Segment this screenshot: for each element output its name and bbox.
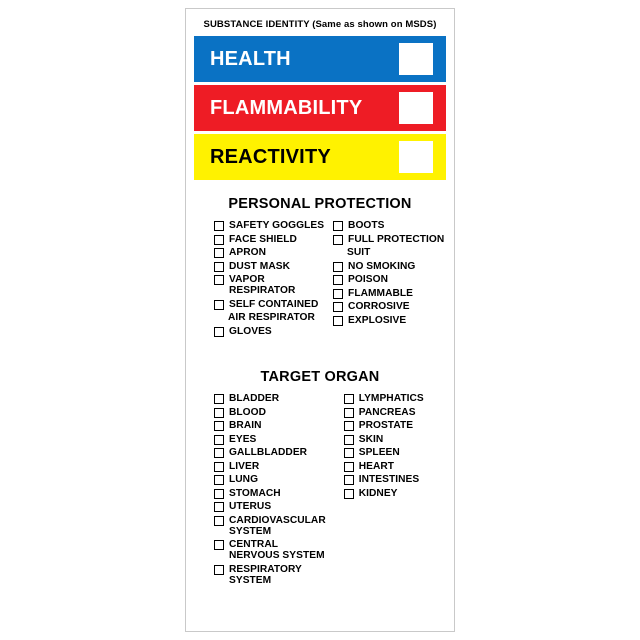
list-item-label: EYES [229,433,257,445]
checkbox-icon[interactable] [214,565,224,575]
substance-identity-header: SUBSTANCE IDENTITY (Same as shown on MSDS) [203,19,437,30]
checkbox-icon[interactable] [214,408,224,418]
list-item-label: CENTRAL NERVOUS SYSTEM [229,539,325,561]
personal-protection-right-column [325,220,454,339]
list-item-label: LYMPHATICS [358,393,424,404]
checkbox-icon[interactable] [344,394,354,404]
checkbox-icon[interactable] [214,394,224,404]
hazard-bar-reactivity [194,134,446,180]
list-item-label: LUNG [229,474,259,485]
list-item[interactable] [214,234,325,245]
list-item[interactable] [344,434,454,445]
checkbox-icon[interactable] [214,248,224,258]
hazard-bar-flammability [194,85,446,131]
list-item[interactable] [344,474,454,485]
list-item-label: INTESTINES [358,474,420,485]
checkbox-icon[interactable] [344,435,354,445]
list-item[interactable] [333,274,454,285]
list-item[interactable] [333,315,454,326]
hazard-bar-flammability-label: FLAMMABILITY [210,96,363,119]
checkbox-icon[interactable] [214,300,224,310]
list-item[interactable] [333,234,454,245]
checkbox-icon[interactable] [344,421,354,431]
list-item-label: SELF CONTAINED [229,298,319,310]
list-item-label: BLADDER [229,393,280,404]
list-item[interactable] [214,247,325,258]
list-item[interactable] [333,261,454,272]
hazard-label-card [185,8,455,632]
checkbox-icon[interactable] [344,475,354,485]
list-item[interactable] [214,564,326,586]
list-item[interactable] [214,474,326,485]
list-item-label: BOOTS [348,220,385,231]
target-organ-left-column [186,393,326,588]
list-item-label: SAFETY GOGGLES [229,220,325,231]
checkbox-icon[interactable] [214,448,224,458]
list-item-label: APRON [229,247,267,258]
hazard-bar-flammability-rating-box[interactable] [399,92,433,124]
list-item-label: RESPIRATORY SYSTEM [229,563,302,586]
checkbox-icon[interactable] [344,408,354,418]
list-item-label: LIVER [229,460,260,472]
checkbox-icon[interactable] [214,262,224,272]
list-item[interactable] [214,299,325,310]
personal-protection-left-column [186,220,325,339]
list-item[interactable] [214,220,325,231]
list-item-label: VAPOR RESPIRATOR [229,274,296,296]
checkbox-icon[interactable] [214,327,224,337]
list-item[interactable] [214,447,326,458]
list-item-label: KIDNEY [358,487,398,499]
list-item[interactable] [333,220,454,231]
list-item[interactable] [214,488,326,499]
list-item[interactable] [214,434,326,445]
personal-protection-columns [186,212,454,339]
list-item[interactable] [344,420,454,431]
list-item[interactable] [344,488,454,499]
checkbox-icon[interactable] [333,221,343,231]
checkbox-icon[interactable] [344,448,354,458]
list-item-label: NO SMOKING [348,260,416,272]
list-item-label: BLOOD [229,406,267,418]
checkbox-icon[interactable] [333,316,343,326]
list-item-label: SUIT [347,247,371,258]
checkbox-icon[interactable] [214,489,224,499]
target-organ-right-column [326,393,454,588]
list-item[interactable] [214,515,326,537]
hazard-bar-health-rating-box[interactable] [399,43,433,75]
hazard-bar-reactivity-label: REACTIVITY [210,145,331,168]
checkbox-icon[interactable] [214,475,224,485]
list-item[interactable] [333,301,454,312]
checkbox-icon[interactable] [214,235,224,245]
checkbox-icon[interactable] [214,421,224,431]
list-item-label: FLAMMABLE [348,287,414,299]
list-item[interactable] [344,447,454,458]
list-item[interactable] [214,461,326,472]
list-item[interactable] [214,501,326,512]
list-item[interactable] [214,407,326,418]
list-item-label: STOMACH [229,487,281,499]
list-item-label: SKIN [358,433,384,445]
list-item[interactable] [214,274,325,296]
checkbox-icon[interactable] [214,221,224,231]
checkbox-icon[interactable] [333,235,343,245]
hazard-bar-reactivity-rating-box[interactable] [399,141,433,173]
list-item-label: POISON [348,274,388,285]
list-item-label: FULL PROTECTION [348,233,445,245]
list-item-label: FACE SHIELD [229,233,297,245]
hazard-bar-health [194,36,446,82]
checkbox-icon[interactable] [214,462,224,472]
list-item[interactable] [214,393,326,404]
checkbox-icon[interactable] [333,262,343,272]
list-item[interactable] [344,407,454,418]
list-item-label: AIR RESPIRATOR [228,312,315,323]
checkbox-icon[interactable] [214,435,224,445]
checkbox-icon[interactable] [214,516,224,526]
hazard-rating-bars [194,36,446,180]
personal-protection-title: PERSONAL PROTECTION [228,196,412,212]
checkbox-icon[interactable] [333,275,343,285]
list-item[interactable] [214,326,325,337]
list-item-label: PANCREAS [358,406,416,418]
list-item-label: GLOVES [229,325,272,337]
checkbox-icon[interactable] [344,489,354,499]
list-item-continuation [333,247,454,258]
list-item[interactable] [214,261,325,272]
list-item[interactable] [344,461,454,472]
target-organ-columns [186,385,454,588]
list-item-label: CARDIOVASCULAR SYSTEM [229,514,326,537]
hazard-bar-health-label: HEALTH [210,47,291,70]
list-item-label: CORROSIVE [348,301,410,312]
list-item[interactable] [344,393,454,404]
list-item-label: PROSTATE [358,420,414,431]
list-item-label: EXPLOSIVE [348,314,407,326]
list-item[interactable] [214,539,326,561]
checkbox-icon[interactable] [333,302,343,312]
checkbox-icon[interactable] [214,502,224,512]
list-item-label: GALLBLADDER [229,447,308,458]
list-item[interactable] [214,420,326,431]
checkbox-icon[interactable] [344,462,354,472]
list-item-label: SPLEEN [358,447,400,458]
list-item-label: BRAIN [229,420,262,431]
list-item[interactable] [333,288,454,299]
list-item-label: HEART [358,460,395,472]
checkbox-icon[interactable] [214,540,224,550]
checkbox-icon[interactable] [333,289,343,299]
list-item-label: UTERUS [229,501,272,512]
list-item-label: DUST MASK [229,260,291,272]
checkbox-icon[interactable] [214,275,224,285]
target-organ-title: TARGET ORGAN [260,369,380,385]
list-item-continuation [214,312,325,323]
